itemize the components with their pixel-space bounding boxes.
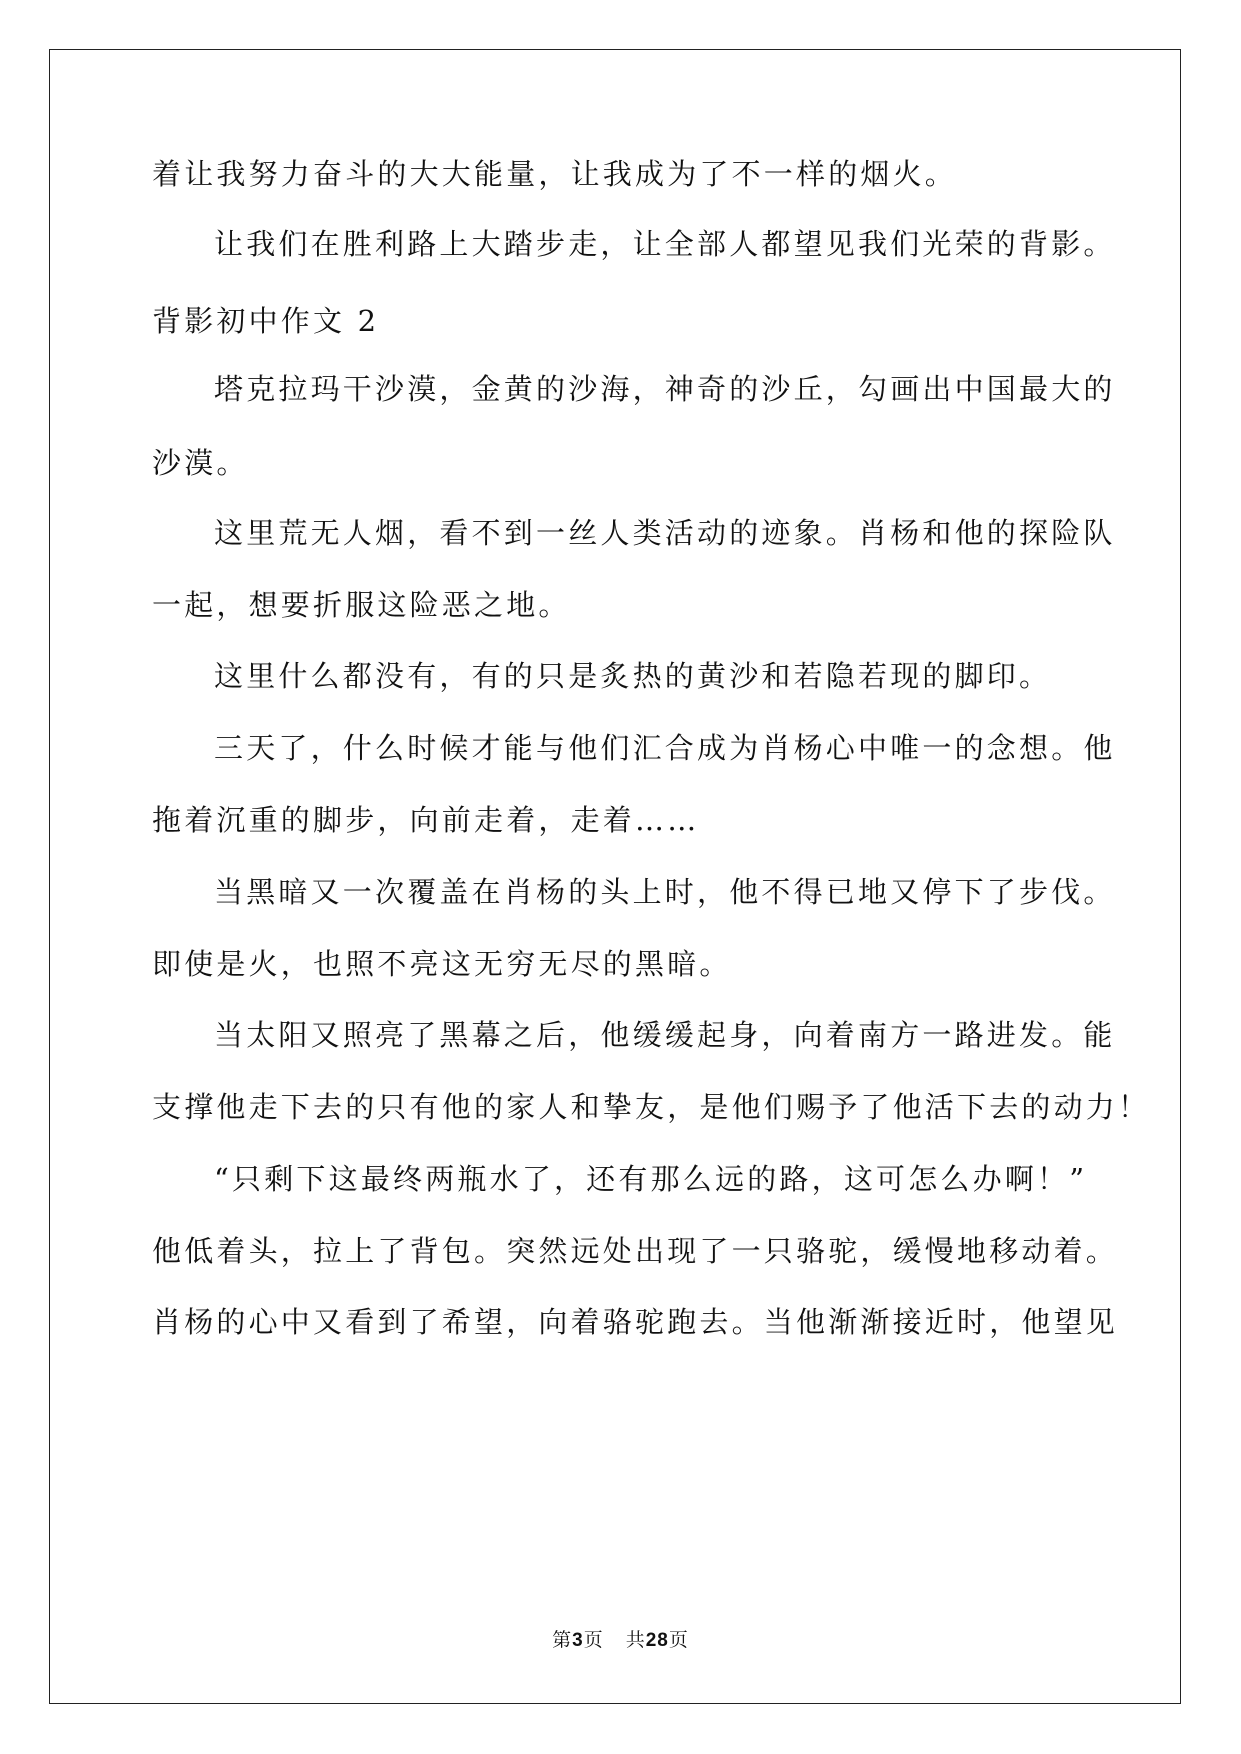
section-heading: 背影初中作文 2: [152, 304, 380, 338]
text-line: 着让我努力奋斗的大大能量，让我成为了不一样的烟火。: [152, 157, 958, 191]
paragraph-line: “只剩下这最终两瓶水了，还有那么远的路，这可怎么办啊！”: [214, 1162, 1088, 1196]
total-prefix: 共: [625, 1629, 646, 1651]
total-suffix: 页: [668, 1629, 689, 1651]
page-suffix: 页: [583, 1629, 604, 1651]
text-line: 肖杨的心中又看到了希望，向着骆驼跑去。当他渐渐接近时，他望见: [152, 1305, 1119, 1339]
text-line: 他低着头，拉上了背包。突然远处出现了一只骆驼，缓慢地移动着。: [152, 1234, 1119, 1268]
paragraph-line: 三天了，什么时候才能与他们汇合成为肖杨心中唯一的念想。他: [214, 731, 1116, 765]
paragraph-line: 这里什么都没有，有的只是炙热的黄沙和若隐若现的脚印。: [214, 659, 1052, 693]
paragraph-line: 当黑暗又一次覆盖在肖杨的头上时，他不得已地又停下了步伐。: [214, 875, 1116, 909]
paragraph-line: 当太阳又照亮了黑幕之后，他缓缓起身，向着南方一路进发。能: [214, 1018, 1116, 1052]
text-line: 即使是火，也照不亮这无穷无尽的黑暗。: [152, 947, 732, 981]
text-line: 一起，想要折服这险恶之地。: [152, 588, 571, 622]
page-footer: [0, 1625, 1241, 1652]
text-line: 支撑他走下去的只有他的家人和挚友，是他们赐予了他活下去的动力！: [152, 1090, 1151, 1124]
text-line: 沙漠。: [152, 446, 249, 480]
total-page-count: 28: [645, 1630, 669, 1651]
paragraph-line: 塔克拉玛干沙漠，金黄的沙海，神奇的沙丘，勾画出中国最大的: [214, 372, 1116, 406]
page-prefix: 第: [552, 1629, 573, 1651]
paragraph-line: 让我们在胜利路上大踏步走，让全部人都望见我们光荣的背影。: [214, 227, 1116, 261]
current-page-number: 3: [572, 1630, 584, 1651]
text-line: 拖着沉重的脚步，向前走着，走着……: [152, 803, 700, 837]
paragraph-line: 这里荒无人烟，看不到一丝人类活动的迹象。肖杨和他的探险队: [214, 516, 1116, 550]
